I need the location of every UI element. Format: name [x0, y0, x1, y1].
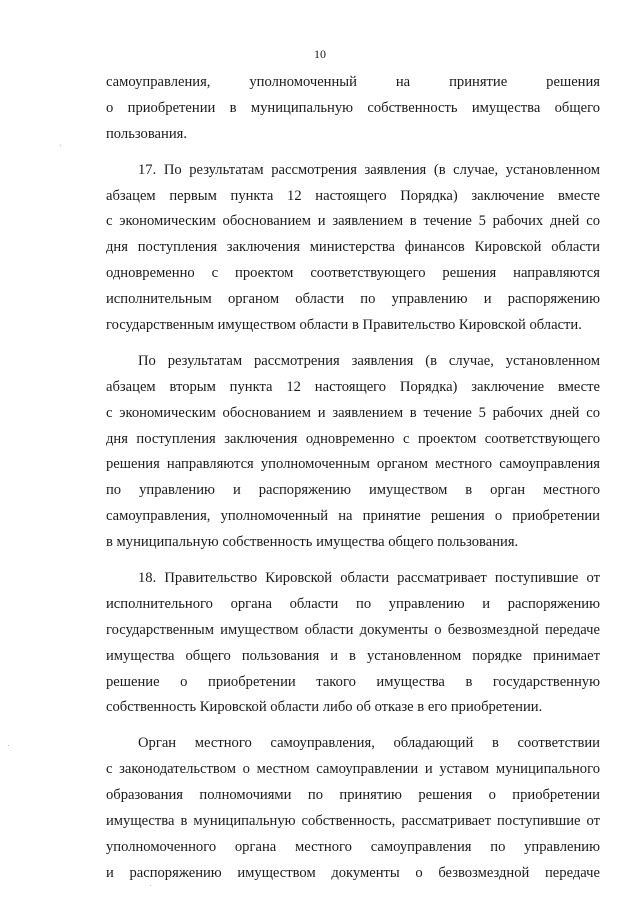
paragraph-item-18: [106, 566, 600, 721]
document-body: [106, 70, 600, 887]
text-line: собственность Кировской области либо об отказе в его приобретении.: [106, 699, 543, 716]
text-line: государственным имуществом области документы о безвозмездной передаче: [106, 621, 600, 638]
text-line: 17. По результатам рассмотрения заявления (в случае, установленном: [138, 161, 600, 178]
text-line: имущества в муниципальную собственность, рассматривает поступившие от: [106, 813, 600, 830]
text-line: образования полномочиями по принятию решения о приобретении: [106, 787, 600, 804]
text-line: и распоряжению имуществом документы о безвозмездной передаче: [106, 864, 600, 881]
paragraph-gap: [106, 556, 600, 566]
scan-speck: [150, 885, 151, 886]
text-line: уполномоченного органа местного самоуправления по управлению: [106, 838, 600, 855]
text-line: одновременно с проектом соответствующего решения направляются: [106, 265, 600, 282]
page-number: 10: [314, 47, 326, 61]
text-line: с законодательством о местном самоуправлении и уставом муниципального: [106, 761, 600, 778]
paragraph-continuation: [106, 70, 600, 148]
scan-speck: [8, 745, 9, 746]
text-line: самоуправления, уполномоченный на принятие решения о приобретении: [106, 508, 600, 525]
text-line: Орган местного самоуправления, обладающий в соответствии: [138, 735, 600, 752]
paragraph-gap: [106, 721, 600, 731]
text-line: 18. Правительство Кировской области рассматривает поступившие от: [138, 570, 600, 587]
text-line: в муниципальную собственность имущества общего пользования.: [106, 534, 519, 551]
text-line: дня поступления заключения министерства финансов Кировской области: [106, 239, 600, 256]
paragraph-item-18-second: [106, 731, 600, 886]
paragraph-gap: [106, 339, 600, 349]
text-line: по управлению и распоряжению имуществом в орган местного: [106, 482, 600, 499]
text-line: исполнительного органа области по управлению и распоряжению: [106, 595, 600, 612]
text-line: абзацем вторым пункта 12 настоящего Порядка) заключение вместе: [106, 378, 600, 395]
paragraph-item-17-second: [106, 349, 600, 556]
text-line: пользования.: [106, 125, 187, 142]
text-line: с экономическим обоснованием и заявлением в течение 5 рабочих дней со: [106, 404, 600, 421]
scan-speck: [60, 145, 61, 146]
text-line: самоуправления, уполномоченный на принятие решения: [106, 74, 600, 90]
text-line: По результатам рассмотрения заявления (в случае, установленном: [138, 352, 600, 369]
paragraph-gap: [106, 148, 600, 158]
text-line: решение о приобретении такого имущества в государственную: [106, 673, 600, 690]
text-line: с экономическим обоснованием и заявлением в течение 5 рабочих дней со: [106, 213, 600, 230]
text-line: имущества общего пользования и в установленном порядке принимает: [106, 647, 600, 664]
text-line: решения направляются уполномоченным органом местного самоуправления: [106, 456, 600, 473]
text-line: дня поступления заключения одновременно с проектом соответствующего: [106, 430, 600, 447]
text-line: исполнительным органом области по управлению и распоряжению: [106, 291, 600, 308]
paragraph-item-17: [106, 158, 600, 339]
text-line: государственным имуществом области в Правительство Кировской области.: [106, 317, 582, 334]
text-line: о приобретении в муниципальную собственность имущества общего: [106, 99, 600, 116]
text-line: абзацем первым пункта 12 настоящего Порядка) заключение вместе: [106, 187, 600, 204]
